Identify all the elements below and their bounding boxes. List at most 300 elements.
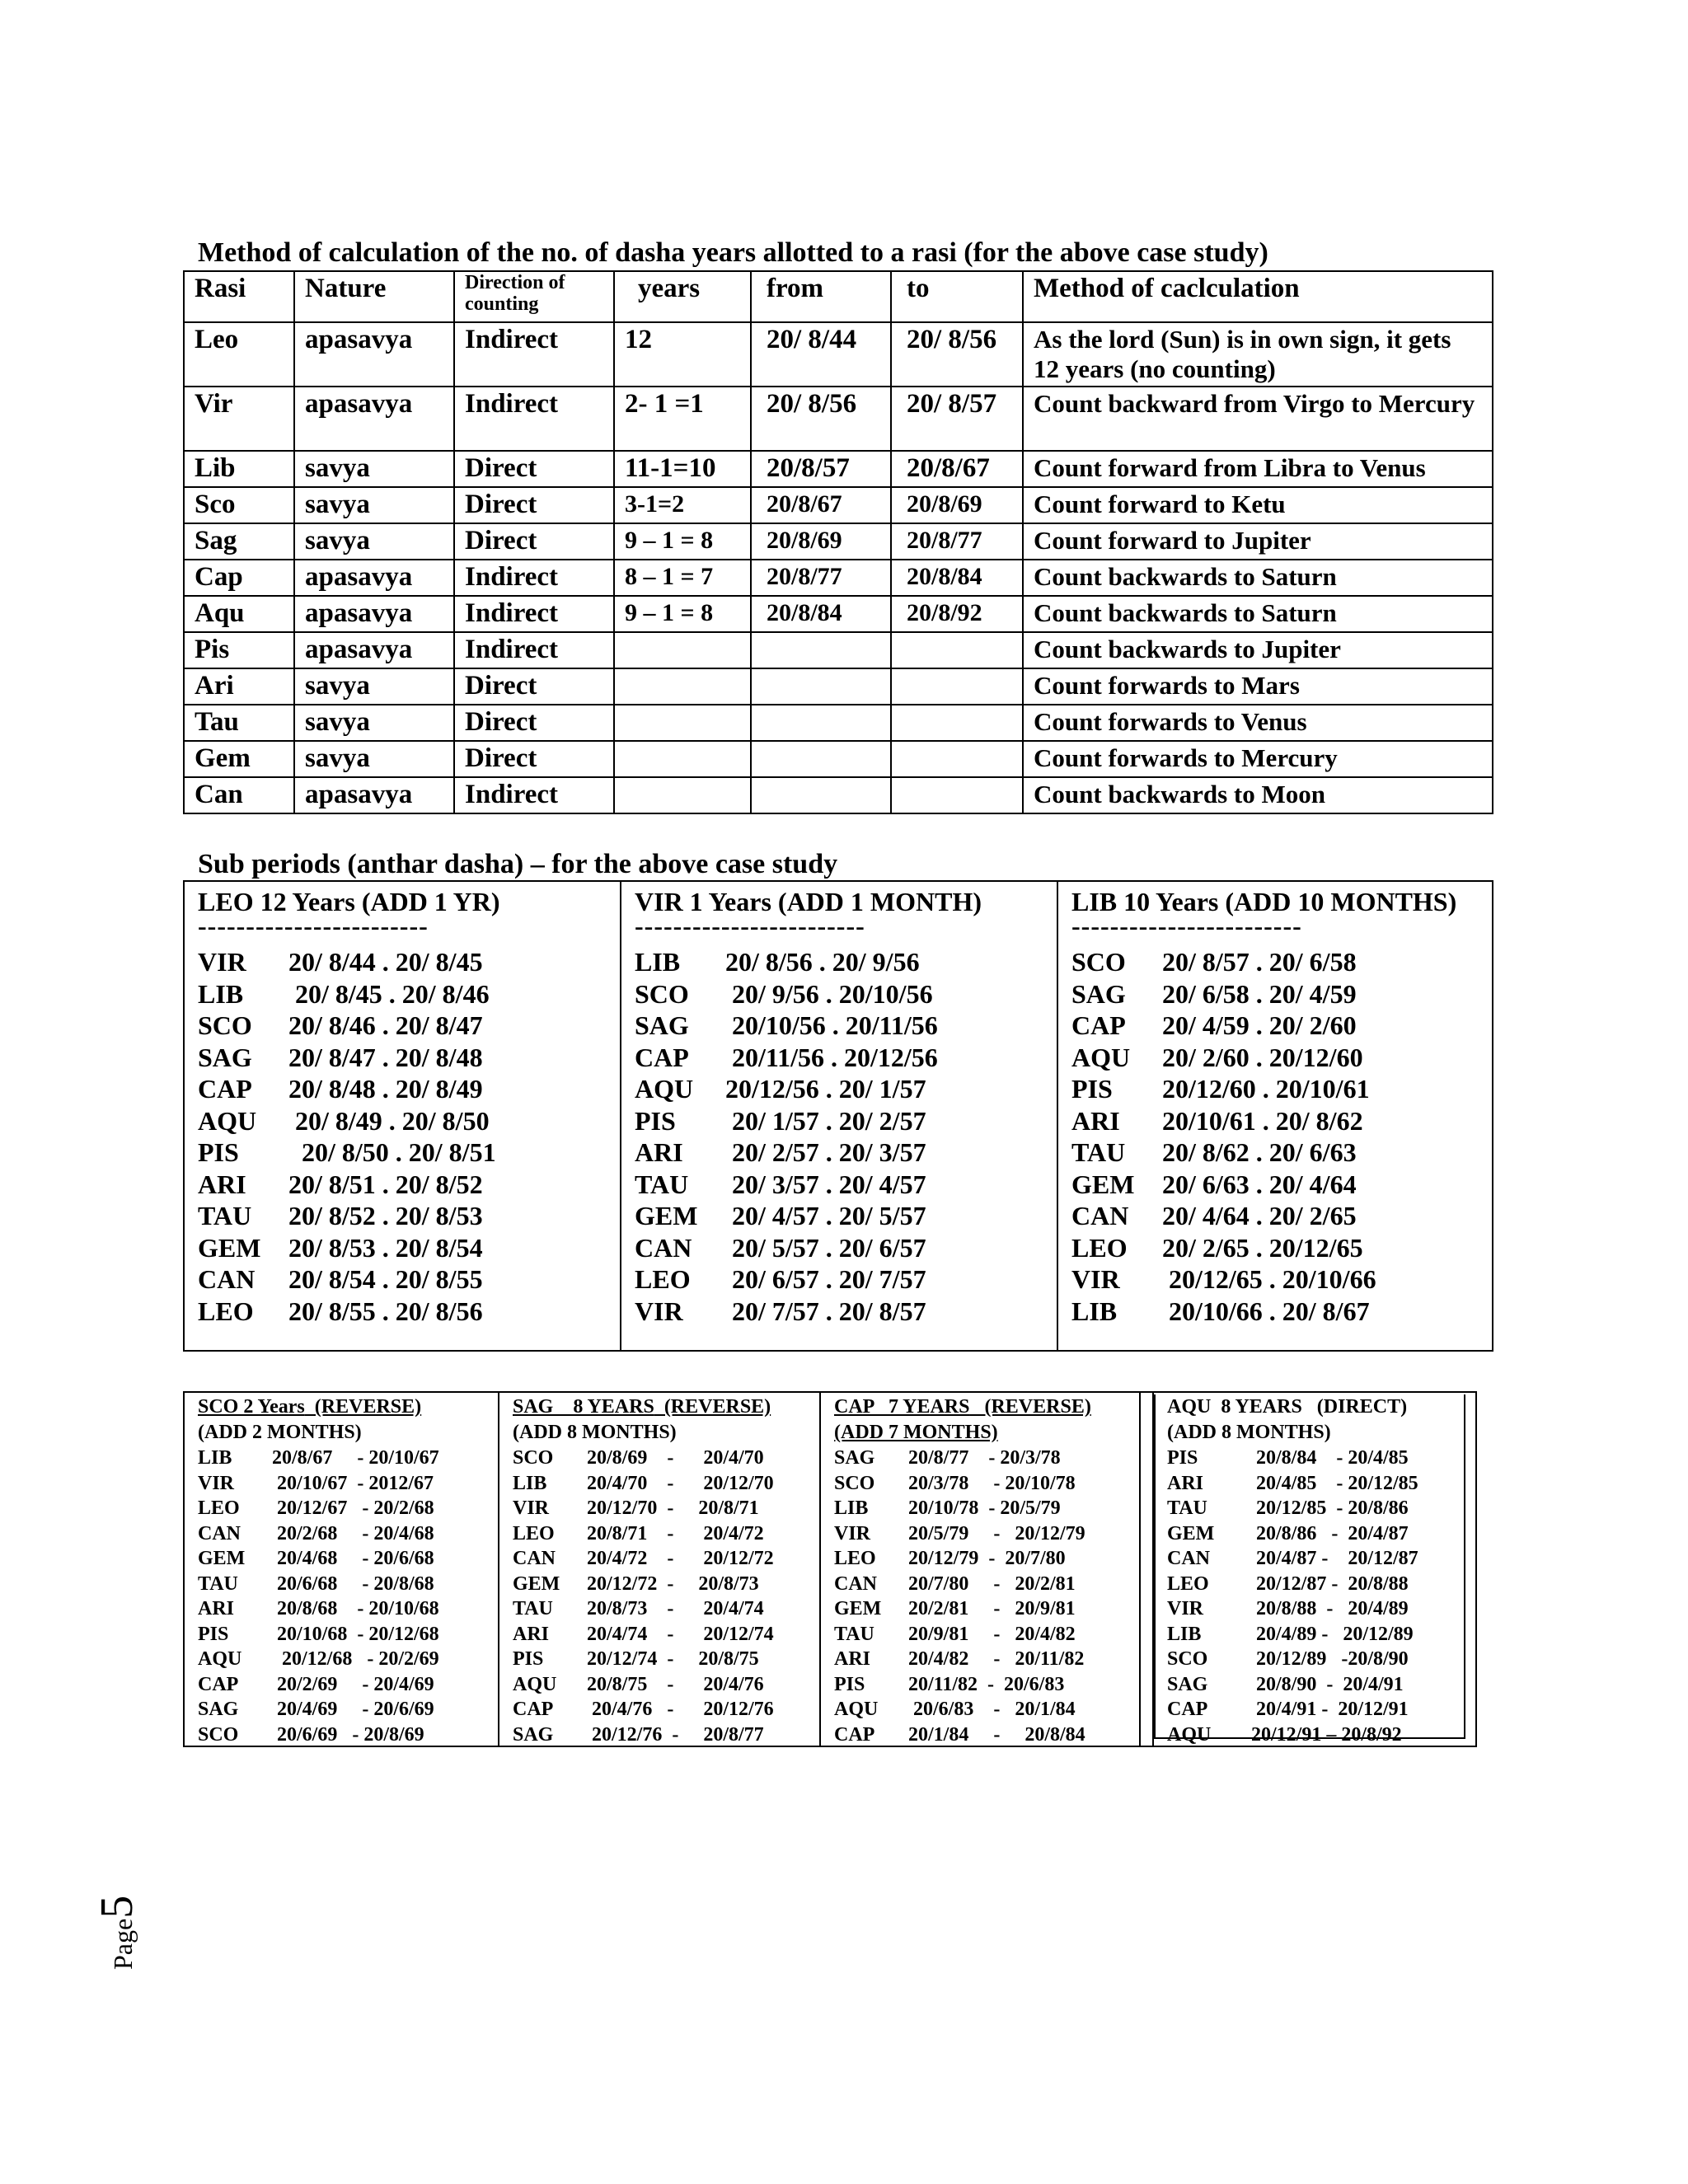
column-subheader: (ADD 8 MONTHS) [513,1422,677,1443]
subperiod-row [499,1697,821,1722]
sign-abbrev: TAU [1071,1137,1126,1167]
subperiod-row [635,1105,1043,1137]
cell-years [614,741,751,777]
date-range: 20/4/74 - 20/12/74 [587,1623,774,1645]
cell-to [891,741,1023,777]
table1-header-row [184,271,1493,322]
date-range: 20/8/88 - 20/4/89 [1241,1598,1409,1619]
cell-from [751,632,891,668]
header-direction-label: (REVERSE) [304,1396,422,1418]
sign-abbrev: ARI [635,1137,683,1167]
subperiod-row [1071,946,1479,978]
subperiod-row [185,1572,498,1597]
subperiod-row [635,1296,1043,1328]
date-range: 20/ 8/45 . 20/ 8/46 [288,978,490,1009]
dash-separator: ------------------------ [198,916,429,935]
subperiod-row [1154,1622,1477,1647]
date-range: 20/2/69 - 20/4/69 [272,1673,434,1695]
cell-nature: savya [294,451,454,487]
cell-direction: Direct [454,741,614,777]
page-number-value: 5 [91,1895,143,1919]
date-range: 20/ 8/48 . 20/ 8/49 [288,1074,483,1104]
subperiod-row [635,1073,1043,1105]
column-subheader: (ADD 7 MONTHS) [834,1422,998,1443]
cell-years: 3-1=2 [614,487,751,523]
date-range: 20/ 4/59 . 20/ 2/60 [1162,1010,1357,1040]
cell-years: 12 [614,322,751,387]
header-years: years [614,271,751,322]
sign-abbrev: LIB [198,978,244,1009]
cell-from [751,777,891,813]
cell-method: Count forward to Ketu [1023,487,1493,523]
date-range: 20/ 8/56 . 20/ 9/56 [725,947,920,977]
subperiod-row [821,1446,1141,1471]
date-range: 20/6/68 - 20/8/68 [272,1572,434,1595]
page-word: Page [108,1918,138,1970]
subperiod-row [499,1722,821,1748]
cell-direction: Indirect [454,596,614,632]
table1-row [184,523,1493,560]
sign-abbrev: TAU [198,1572,238,1595]
date-range: 20/8/90 - 20/4/91 [1241,1673,1404,1695]
sign-abbrev: LEO [198,1497,240,1519]
leo-subperiods-column [184,881,621,1351]
cell-to: 20/ 8/57 [891,387,1023,451]
cell-method: Count backwards to Saturn [1023,596,1493,632]
sign-abbrev: PIS [198,1623,229,1645]
subperiod-row [198,1137,607,1169]
subperiod-row [499,1446,821,1471]
cell-direction: Direct [454,451,614,487]
cell-rasi: Vir [184,387,294,451]
date-range: 20/12/74 - 20/8/75 [587,1648,759,1670]
date-range: 20/2/68 - 20/4/68 [272,1522,434,1544]
header-years-label: SAG 8 YEARS [513,1396,654,1418]
date-range: 20/4/72 - 20/12/72 [587,1548,774,1569]
sign-abbrev: ARI [834,1648,871,1670]
subperiod-row [1071,1105,1479,1137]
date-range: 20/12/68 - 20/2/69 [272,1648,439,1670]
subperiod-row [499,1596,821,1622]
sign-abbrev: GEM [1167,1522,1215,1544]
date-range: 20/12/79 - 20/7/80 [908,1548,1066,1569]
subperiod-row [1154,1546,1477,1572]
cell-rasi: Cap [184,560,294,596]
cell-to: 20/8/69 [891,487,1023,523]
cell-years [614,705,751,741]
cell-rasi: Gem [184,741,294,777]
sign-abbrev: SAG [1167,1673,1208,1695]
date-range: 20/12/60 . 20/10/61 [1162,1074,1370,1104]
subperiod-row [1071,1010,1479,1042]
subperiod-row [635,946,1043,978]
date-range: 20/2/81 - 20/9/81 [908,1598,1076,1619]
subperiod-row [821,1697,1141,1722]
sign-abbrev: CAN [513,1548,556,1569]
subperiod-row [185,1697,498,1722]
date-range: 20/3/78 - 20/10/78 [908,1472,1076,1494]
subperiod-row [185,1496,498,1521]
cell-years: 8 – 1 = 7 [614,560,751,596]
cell-rasi: Lib [184,451,294,487]
subperiod-header: VIR 1 Years (ADD 1 MONTH) [635,887,982,916]
cap-subperiods-column [819,1393,1141,1746]
sign-abbrev: ARI [198,1598,235,1619]
sign-abbrev: CAP [513,1699,554,1720]
sign-abbrev: CAP [834,1723,875,1746]
sign-abbrev: LIB [834,1497,869,1519]
date-range: 20/8/68 - 20/10/68 [272,1598,439,1619]
subperiod-row [185,1672,498,1698]
sign-abbrev: SCO [635,978,689,1009]
cell-method: Count forwards to Mars [1023,668,1493,705]
sign-abbrev: SCO [1167,1648,1208,1670]
cell-direction: Indirect [454,560,614,596]
cell-years: 9 – 1 = 8 [614,523,751,560]
cell-nature: savya [294,741,454,777]
date-range: 20/8/84 - 20/4/85 [1241,1447,1409,1469]
date-range: 20/7/80 - 20/2/81 [908,1572,1076,1595]
subperiod-row [499,1572,821,1597]
sign-abbrev: TAU [834,1623,874,1645]
subperiod-row [185,1546,498,1572]
date-range: 20/10/68 - 20/12/68 [272,1623,439,1645]
sign-abbrev: TAU [198,1201,252,1230]
sign-abbrev: GEM [198,1548,246,1569]
header-years-label: SCO 2 Years [198,1396,305,1418]
subperiod-row [185,1446,498,1471]
table1-title: Method of calculation of the no. of dasha years allotted to a rasi (for the above case study) [198,237,1268,268]
date-range: 20/8/71 - 20/4/72 [587,1522,764,1544]
sign-abbrev: AQU [198,1105,257,1136]
subperiod-row [1154,1722,1477,1748]
table1-row [184,632,1493,668]
subperiod-row [1154,1647,1477,1672]
sign-abbrev: TAU [513,1598,553,1619]
header-nature: Nature [294,271,454,322]
date-range: 20/12/72 - 20/8/73 [587,1572,759,1595]
date-range: 20/5/79 - 20/12/79 [908,1522,1085,1544]
cell-method: Count backwards to Moon [1023,777,1493,813]
subperiod-row [821,1496,1141,1521]
subperiod-row [821,1596,1141,1622]
double-divider [1139,1393,1141,1746]
cell-nature: apasavya [294,632,454,668]
sign-abbrev: PIS [635,1105,676,1136]
date-range: 20/ 6/63 . 20/ 4/64 [1162,1169,1357,1199]
date-range: 20/ 2/60 . 20/12/60 [1162,1042,1363,1072]
sign-abbrev: LEO [635,1264,691,1294]
subperiod-row [1154,1446,1477,1471]
cell-method: Count forwards to Mercury [1023,741,1493,777]
date-range: 20/ 6/57 . 20/ 7/57 [725,1264,926,1294]
header-direction-label: (REVERSE) [654,1396,771,1418]
cell-rasi: Ari [184,668,294,705]
date-range: 20/ 8/44 . 20/ 8/45 [288,947,483,977]
subperiod-row [499,1672,821,1698]
date-range: 20/8/69 - 20/4/70 [587,1447,764,1469]
sign-abbrev: VIR [834,1522,871,1544]
subperiod-row [1154,1672,1477,1698]
cell-years [614,668,751,705]
subperiod-row [1071,1137,1479,1169]
subperiod-row [499,1647,821,1672]
date-range: 20/8/86 - 20/4/87 [1241,1522,1409,1544]
date-range: 20/12/91 – 20/8/92 [1241,1723,1402,1746]
subperiod-row [821,1471,1141,1497]
cell-rasi: Pis [184,632,294,668]
column-header [821,1394,1141,1420]
cell-direction: Indirect [454,322,614,387]
subperiod-row [185,1722,498,1748]
sign-abbrev: SCO [1071,947,1126,977]
sign-abbrev: LIB [513,1472,547,1494]
sign-abbrev: SCO [513,1447,554,1469]
cell-method: Count backwards to Jupiter [1023,632,1493,668]
date-range: 20/ 8/47 . 20/ 8/48 [288,1042,483,1072]
subperiod-row [1071,1263,1479,1296]
sign-abbrev: ARI [1167,1472,1204,1494]
header-method: Method of caclculation [1023,271,1493,322]
cell-method: Count backward from Virgo to Mercury [1023,387,1493,451]
cell-direction: Indirect [454,777,614,813]
date-range: 20/ 8/51 . 20/ 8/52 [288,1169,483,1199]
cell-direction: Indirect [454,632,614,668]
cell-from [751,741,891,777]
sign-abbrev: GEM [1071,1169,1135,1199]
cell-method: As the lord (Sun) is in own sign, it gets 12 years (no counting) [1023,322,1493,387]
subperiod-row [198,1105,607,1137]
sign-abbrev: GEM [198,1232,261,1263]
subperiod-header: LIB 10 Years (ADD 10 MONTHS) [1071,887,1457,916]
date-range: 20/ 8/46 . 20/ 8/47 [288,1010,483,1040]
cell-years: 9 – 1 = 8 [614,596,751,632]
sign-abbrev: GEM [635,1201,698,1230]
cell-years [614,632,751,668]
cell-direction: Direct [454,523,614,560]
sign-abbrev: AQU [834,1699,879,1720]
date-range: 20/4/76 - 20/12/76 [587,1699,774,1720]
sign-abbrev: SCO [198,1723,239,1746]
sign-abbrev: SCO [834,1472,875,1494]
cell-to [891,777,1023,813]
cell-method: Count forwards to Venus [1023,705,1493,741]
date-range: 20/8/67 - 20/10/67 [272,1447,439,1469]
subperiod-row [198,946,607,978]
table1-row [184,705,1493,741]
date-range: 20/ 8/55 . 20/ 8/56 [288,1296,483,1326]
subperiod-row [499,1496,821,1521]
subperiod-row [198,1296,607,1328]
sign-abbrev: TAU [1167,1497,1207,1519]
sign-abbrev: VIR [513,1497,550,1519]
date-range: 20/4/89 - 20/12/89 [1241,1623,1414,1645]
aqu-subperiods-column [1152,1393,1477,1746]
cell-to [891,632,1023,668]
sign-abbrev: ARI [513,1623,550,1645]
subperiod-row [499,1622,821,1647]
subperiod-row [499,1471,821,1497]
date-range: 20/9/81 - 20/4/82 [908,1623,1076,1645]
subperiod-row [1154,1572,1477,1597]
subperiod-row [821,1647,1141,1672]
subperiod-row [1071,1200,1479,1232]
sco-subperiods-column [185,1393,498,1746]
sign-abbrev: VIR [1071,1264,1120,1294]
subperiod-row [185,1521,498,1547]
sign-abbrev: CAN [1167,1548,1210,1569]
date-range: 20/ 9/56 . 20/10/56 [725,978,933,1009]
date-range: 20/4/82 - 20/11/82 [908,1648,1085,1670]
subperiod-row [198,1200,607,1232]
date-range: 20/6/83 - 20/1/84 [908,1699,1076,1720]
subperiod-header: LEO 12 Years (ADD 1 YR) [198,887,500,916]
cell-direction: Direct [454,487,614,523]
date-range: 20/10/78 - 20/5/79 [908,1497,1061,1519]
sign-abbrev: GEM [834,1598,882,1619]
subperiod-row [1154,1596,1477,1622]
dash-separator: ------------------------ [1071,916,1302,935]
sign-abbrev: LEO [513,1522,555,1544]
date-range: 20/12/76 - 20/8/77 [587,1723,764,1746]
cell-to: 20/8/77 [891,523,1023,560]
header-from: from [751,271,891,322]
subperiod-row [635,1200,1043,1232]
subperiod-row [635,1010,1043,1042]
subperiod-row [635,1042,1043,1074]
sign-abbrev: LEO [1071,1232,1128,1263]
sign-abbrev: VIR [1167,1598,1204,1619]
cell-from: 20/8/77 [751,560,891,596]
date-range: 20/12/87 - 20/8/88 [1241,1572,1409,1595]
cell-to [891,705,1023,741]
cell-from: 20/8/84 [751,596,891,632]
date-range: 20/ 2/65 . 20/12/65 [1162,1232,1363,1263]
cell-from: 20/8/69 [751,523,891,560]
date-range: 20/4/70 - 20/12/70 [587,1472,774,1494]
date-range: 20/12/89 -20/8/90 [1241,1648,1409,1670]
cell-to [891,668,1023,705]
date-range: 20/ 3/57 . 20/ 4/57 [725,1169,926,1199]
cell-from: 20/8/57 [751,451,891,487]
subperiod-row [499,1521,821,1547]
cell-nature: apasavya [294,560,454,596]
date-range: 20/ 1/57 . 20/ 2/57 [725,1105,926,1136]
subperiod-row [1071,1296,1479,1328]
date-range: 20/10/61 . 20/ 8/62 [1162,1105,1363,1136]
date-range: 20/ 4/57 . 20/ 5/57 [725,1201,926,1230]
date-range: 20/12/67 - 20/2/68 [272,1497,434,1519]
sign-abbrev: SAG [1071,978,1126,1009]
cell-from [751,668,891,705]
cell-direction: Direct [454,668,614,705]
subperiod-row [1071,1169,1479,1201]
header-to: to [891,271,1023,322]
date-range: 20/ 8/54 . 20/ 8/55 [288,1264,483,1294]
table1-row [184,596,1493,632]
subperiod-row [635,1232,1043,1264]
cell-nature: apasavya [294,777,454,813]
date-range: 20/ 5/57 . 20/ 6/57 [725,1232,926,1263]
subperiod-row [635,1137,1043,1169]
subperiod-row [1154,1521,1477,1547]
cell-from: 20/ 8/44 [751,322,891,387]
column-subheader: (ADD 2 MONTHS) [198,1422,362,1443]
date-range: 20/4/85 - 20/12/85 [1241,1472,1418,1494]
date-range: 20/ 4/64 . 20/ 2/65 [1162,1201,1357,1230]
date-range: 20/10/56 . 20/11/56 [725,1010,938,1040]
column-header [499,1394,821,1420]
cell-rasi: Sco [184,487,294,523]
cell-nature: apasavya [294,596,454,632]
subperiod-row [1071,1232,1479,1264]
date-range: 20/4/87 - 20/12/87 [1241,1548,1418,1569]
sign-abbrev: AQU [635,1074,694,1104]
sign-abbrev: TAU [635,1169,689,1199]
date-range: 20/12/65 . 20/10/66 [1162,1264,1376,1294]
sub-periods-table [183,880,1493,1352]
cell-rasi: Can [184,777,294,813]
sign-abbrev: CAN [635,1232,692,1263]
sign-abbrev: CAP [198,1673,239,1695]
subperiod-row [185,1471,498,1497]
subperiod-row [821,1521,1141,1547]
date-range: 20/ 7/57 . 20/ 8/57 [725,1296,926,1326]
cell-nature: apasavya [294,387,454,451]
sign-abbrev: LIB [198,1447,232,1469]
sign-abbrev: LIB [1167,1623,1202,1645]
sign-abbrev: LEO [834,1548,876,1569]
sign-abbrev: CAP [1167,1699,1208,1720]
sign-abbrev: ARI [1071,1105,1120,1136]
table1-row [184,668,1493,705]
cell-to: 20/8/84 [891,560,1023,596]
sign-abbrev: LEO [1167,1572,1209,1595]
date-range: 20/11/82 - 20/6/83 [908,1673,1065,1695]
sign-abbrev: SAG [198,1042,252,1072]
subperiod-row [821,1572,1141,1597]
sign-abbrev: GEM [513,1572,560,1595]
subperiod-row [821,1622,1141,1647]
table1-row [184,387,1493,451]
cell-nature: savya [294,668,454,705]
sign-abbrev: VIR [198,1472,235,1494]
date-range: 20/10/66 . 20/ 8/67 [1162,1296,1370,1326]
date-range: 20/10/67 - 2012/67 [272,1472,434,1494]
subperiod-row [185,1647,498,1672]
cell-direction: Indirect [454,387,614,451]
sign-abbrev: CAN [1071,1201,1129,1230]
date-range: 20/ 8/57 . 20/ 6/58 [1162,947,1357,977]
header-rasi: Rasi [184,271,294,322]
header-years-label: CAP 7 YEARS [834,1396,970,1418]
sign-abbrev: CAP [198,1074,252,1104]
subperiod-row [198,1232,607,1264]
subperiod-row [198,978,607,1010]
sag-subperiods-column [498,1393,821,1746]
sign-abbrev: SCO [198,1010,252,1040]
date-range: 20/8/75 - 20/4/76 [587,1673,764,1695]
date-range: 20/8/77 - 20/3/78 [908,1447,1061,1469]
subperiod-row [1071,1042,1479,1074]
subperiod-row [198,1169,607,1201]
sign-abbrev: AQU [198,1648,242,1670]
sign-abbrev: AQU [513,1673,557,1695]
cell-nature: savya [294,487,454,523]
subperiod-row [1071,978,1479,1010]
subperiod-row [635,1169,1043,1201]
cell-years: 2- 1 =1 [614,387,751,451]
